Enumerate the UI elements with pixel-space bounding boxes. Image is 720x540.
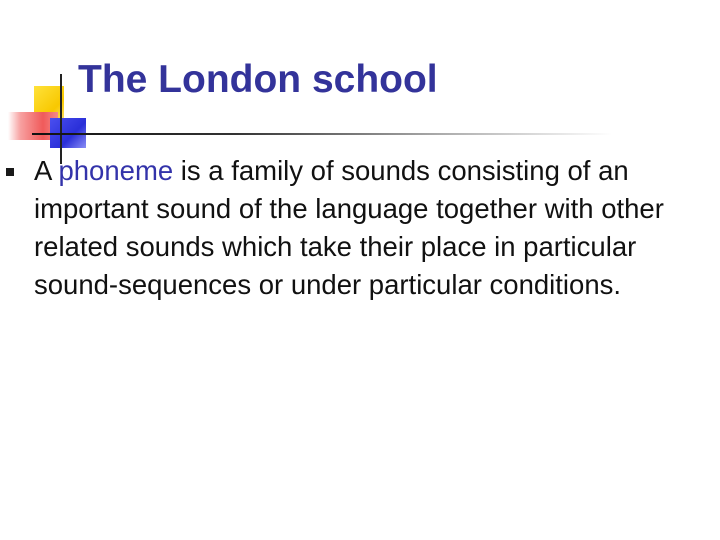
bullet-list (0, 152, 720, 304)
square-bullet-icon (6, 168, 14, 176)
decorative-vertical-line (60, 74, 62, 164)
bullet-item (0, 152, 720, 304)
highlighted-term: phoneme (58, 155, 174, 186)
slide-title: The London school (78, 58, 438, 101)
bullet-prefix: A (34, 155, 59, 186)
title-underline (32, 133, 612, 135)
bullet-text: is a family of sounds consisting of an important sound of the language together with other related sounds which take their place in particular sound-sequences or under particular conditions. (34, 155, 664, 300)
